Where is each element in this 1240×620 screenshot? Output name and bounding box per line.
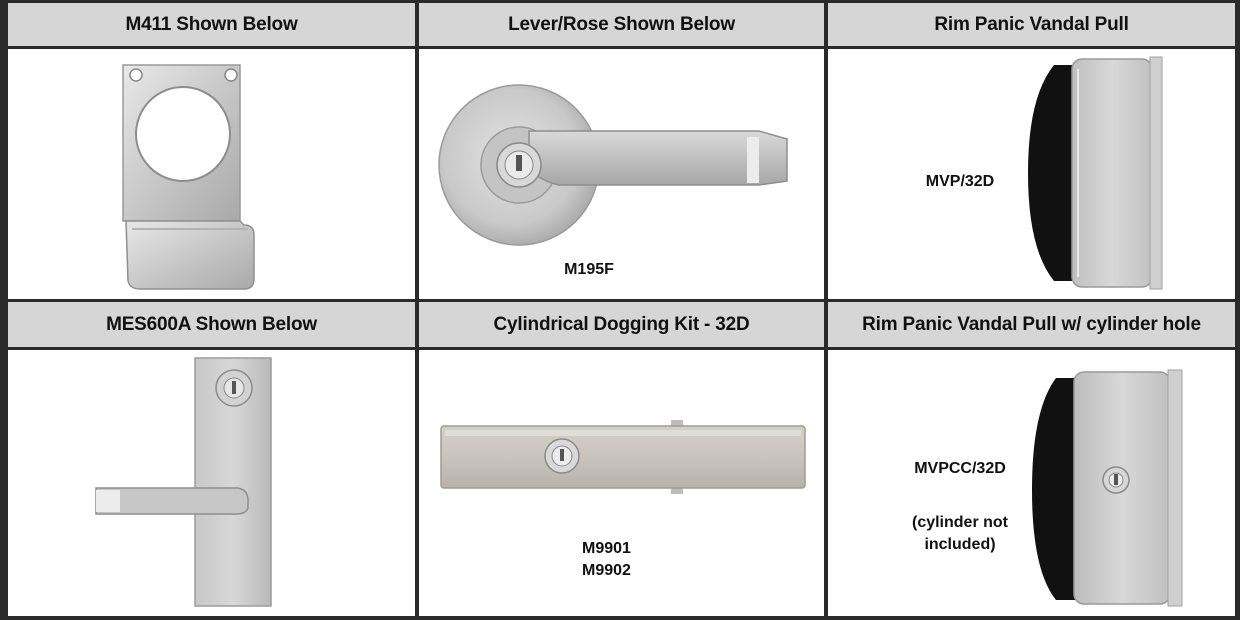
panel-header-dogging-kit: Cylindrical Dogging Kit - 32D: [419, 302, 824, 347]
panel-lever-rose: [419, 49, 824, 299]
cylinder-pull-plate-image: [8, 49, 415, 299]
caption-mvp-32d: MVP/32D: [925, 173, 995, 190]
caption-m195f: M195F: [564, 261, 614, 278]
vandal-pull-image: [828, 49, 1235, 299]
caption-mvpcc-32d: MVPCC/32D: [914, 460, 1006, 477]
panel-vandal-pull-cylinder: [828, 350, 1235, 616]
caption-m9901-m9902: [519, 538, 694, 582]
caption-m9901: M9901: [582, 540, 631, 557]
panel-header-m411: M411 Shown Below: [8, 3, 415, 46]
panel-dogging-kit: [419, 350, 824, 616]
panel-rim-panic-vandal-pull: [828, 49, 1235, 299]
cylinder-note-line1: (cylinder not: [911, 514, 1008, 531]
panel-header-lever-rose: Lever/Rose Shown Below: [419, 3, 824, 46]
vandal-pull-cylinder-image: [828, 350, 1235, 616]
exit-trim-image: [8, 350, 415, 616]
panel-header-vandal-pull-cylinder: Rim Panic Vandal Pull w/ cylinder hole: [828, 302, 1235, 347]
panel-m411: [8, 49, 415, 299]
caption-m9902: M9902: [582, 562, 631, 579]
panel-mes600a: [8, 350, 415, 616]
cylinder-note-line2: included): [924, 536, 996, 553]
panel-header-rim-panic-vandal-pull: Rim Panic Vandal Pull: [828, 3, 1235, 46]
panel-header-mes600a: MES600A Shown Below: [8, 302, 415, 347]
